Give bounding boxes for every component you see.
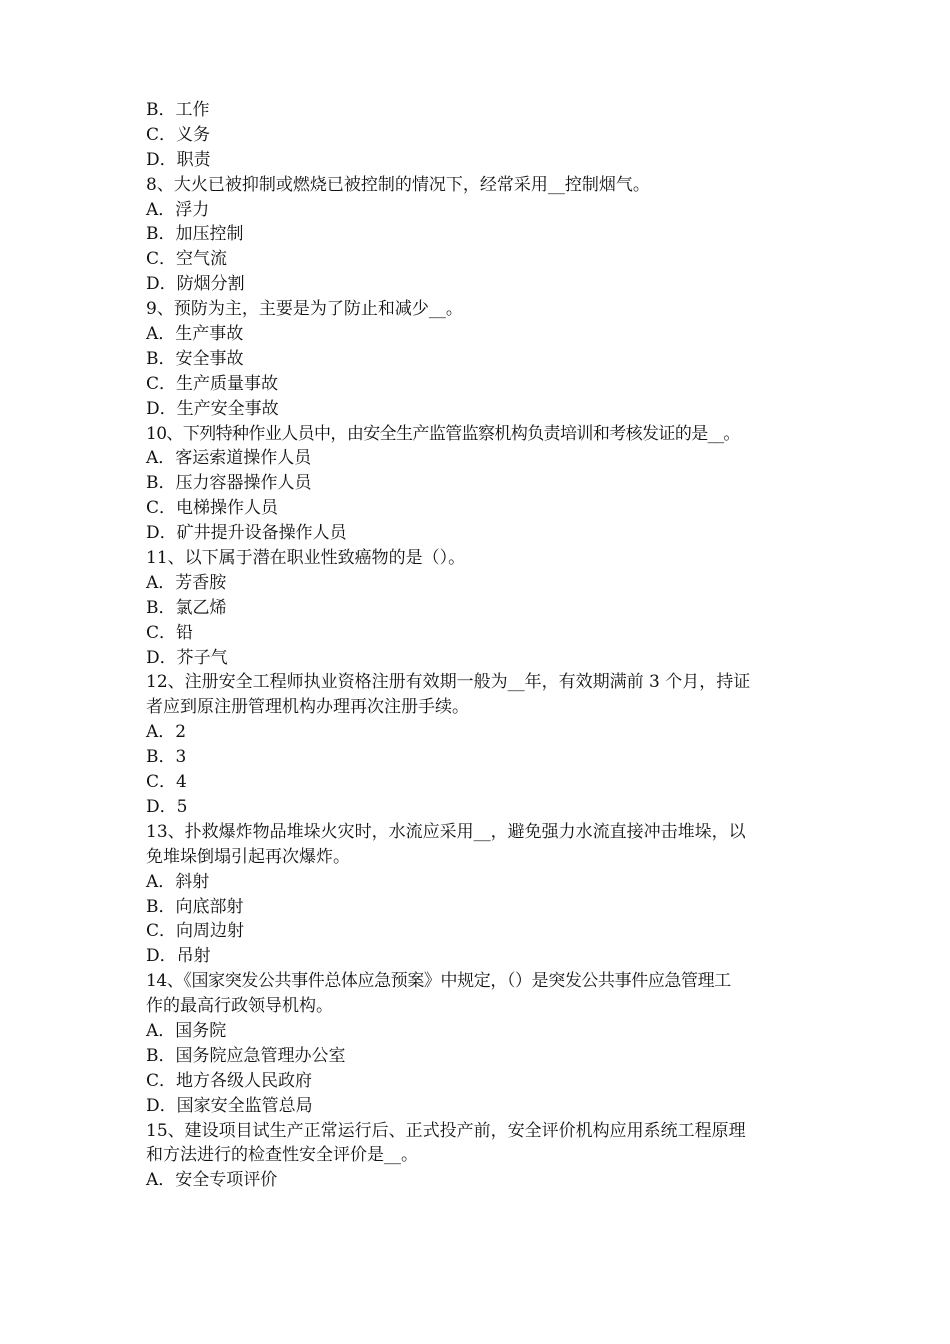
question-14-line-1: 14、《国家突发公共事件总体应急预案》中规定，（）是突发公共事件应急管理工 (146, 971, 731, 992)
option-line: A．斜射 (146, 871, 210, 892)
question-14-line-2: 作的最高行政领导机构。 (146, 996, 333, 1017)
question-8: 8、大火已被抑制或燃烧已被控制的情况下，经常采用__控制烟气。 (146, 174, 650, 195)
option-line: B．工作 (146, 100, 210, 120)
option-line: D．防烟分割 (146, 274, 245, 295)
question-15-line-2: 和方法进行的检查性安全评价是__。 (146, 1145, 418, 1166)
option-line: D．职责 (146, 149, 211, 170)
option-line: C．电梯操作人员 (146, 498, 279, 519)
option-line: A．客运索道操作人员 (146, 448, 312, 469)
option-line: D．5 (146, 796, 188, 817)
option-line: C．地方各级人民政府 (146, 1070, 313, 1091)
document-page (146, 98, 812, 1193)
option-line: A．生产事故 (146, 324, 244, 345)
question-15-line-1: 15、建设项目试生产正常运行后、正式投产前，安全评价机构应用系统工程原理 (146, 1120, 746, 1141)
question-11: 11、以下属于潜在职业性致癌物的是（）。 (146, 548, 466, 569)
option-line: B．氯乙烯 (146, 597, 227, 618)
option-line: B．国务院应急管理办公室 (146, 1045, 346, 1066)
option-line: A．国务院 (146, 1020, 227, 1041)
question-10: 10、下列特种作业人员中，由安全生产监管监察机构负责培训和考核发证的是__。 (146, 423, 740, 444)
option-line: D．国家安全监管总局 (146, 1095, 313, 1116)
option-line: A．2 (146, 722, 187, 743)
option-line: C．向周边射 (146, 921, 245, 942)
question-13-line-2: 免堆垛倒塌引起再次爆炸。 (146, 846, 350, 867)
option-line: D．生产安全事故 (146, 398, 279, 419)
option-line: B．加压控制 (146, 224, 244, 245)
option-line: D．芥子气 (146, 647, 228, 668)
option-line: C．生产质量事故 (146, 373, 279, 394)
question-9: 9、预防为主，主要是为了防止和减少__。 (146, 299, 463, 320)
option-line: A．芳香胺 (146, 572, 227, 593)
question-13-line-1: 13、扑救爆炸物品堆垛火灾时，水流应采用__，避免强力水流直接冲击堆垛，以 (146, 821, 746, 842)
option-line: B．安全事故 (146, 348, 244, 369)
option-line: C．空气流 (146, 249, 228, 270)
option-line: D．吊射 (146, 946, 211, 967)
option-line: A．安全专项评价 (146, 1170, 278, 1191)
option-line: B．向底部射 (146, 896, 244, 917)
question-12-line-1: 12、注册安全工程师执业资格注册有效期一般为__年，有效期满前 3 个月，持证 (146, 672, 751, 693)
option-line: B．压力容器操作人员 (146, 473, 312, 494)
option-line: D．矿井提升设备操作人员 (146, 523, 347, 544)
option-line: A．浮力 (146, 199, 210, 220)
option-line: C．义务 (146, 124, 211, 145)
question-12-line-2: 者应到原注册管理机构办理再次注册手续。 (146, 697, 469, 718)
option-line: C．铅 (146, 622, 194, 643)
option-line: B．3 (146, 747, 187, 768)
option-line: C．4 (146, 772, 187, 793)
